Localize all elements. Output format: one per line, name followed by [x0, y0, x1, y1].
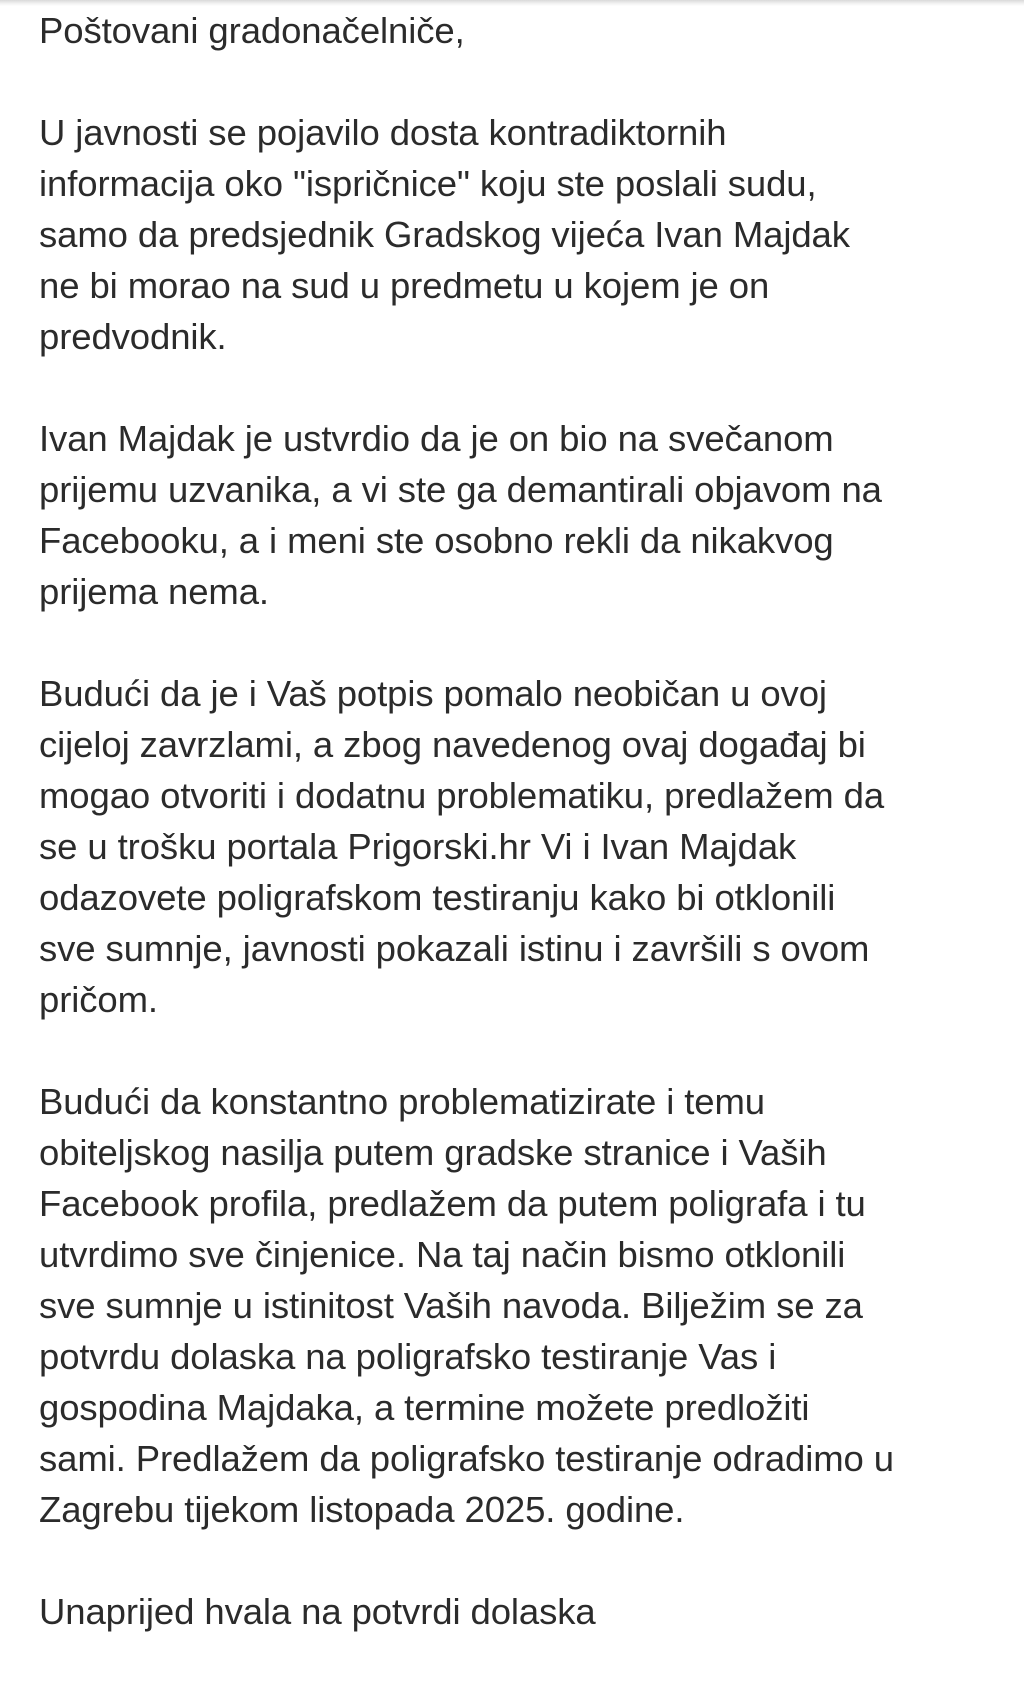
paragraph-3 — [39, 668, 1014, 1025]
text-line: informacija oko "ispričnice" koju ste poslali sudu, — [39, 163, 817, 204]
text-line: potvrdu dolaska na poligrafsko testiranje Vas i — [39, 1336, 777, 1377]
text-line: pričom. — [39, 979, 158, 1020]
greeting-paragraph — [39, 5, 1014, 56]
closing-paragraph — [39, 1586, 1014, 1637]
text-line: se u trošku portala Prigorski.hr Vi i Ivan Majdak — [39, 826, 797, 867]
text-line: mogao otvoriti i dodatnu problematiku, predlažem da — [39, 775, 885, 816]
text-line: sve sumnje u istinitost Vaših navoda. Bilježim se za — [39, 1285, 863, 1326]
text-line: Budući da je i Vaš potpis pomalo neobičan u ovoj — [39, 673, 827, 714]
text-line: predvodnik. — [39, 316, 227, 357]
text-line: sami. Predlažem da poligrafsko testiranje odradimo u — [39, 1438, 894, 1479]
text-line: gospodina Majdaka, a termine možete predložiti — [39, 1387, 810, 1428]
text-line: Facebook profila, predlažem da putem poligrafa i tu — [39, 1183, 866, 1224]
paragraph-4 — [39, 1076, 1014, 1535]
text-line: Facebooku, a i meni ste osobno rekli da nikakvog — [39, 520, 834, 561]
letter-body — [39, 5, 1014, 1637]
text-line: samo da predsjednik Gradskog vijeća Ivan Majdak — [39, 214, 850, 255]
text-line: prijemu uzvanika, a vi ste ga demantirali objavom na — [39, 469, 882, 510]
text-line: obiteljskog nasilja putem gradske stranice i Vaših — [39, 1132, 827, 1173]
paragraph-2 — [39, 413, 1014, 617]
greeting: Poštovani gradonačelniče, — [39, 10, 465, 51]
text-line: Zagrebu tijekom listopada 2025. godine. — [39, 1489, 685, 1530]
text-line: cijeloj zavrzlami, a zbog navedenog ovaj događaj bi — [39, 724, 866, 765]
text-line: ne bi morao na sud u predmetu u kojem je on — [39, 265, 770, 306]
closing-line: Unaprijed hvala na potvrdi dolaska — [39, 1591, 596, 1632]
text-line: odazovete poligrafskom testiranju kako bi otklonili — [39, 877, 836, 918]
text-line: Ivan Majdak je ustvrdio da je on bio na svečanom — [39, 418, 834, 459]
text-line: utvrdimo sve činjenice. Na taj način bismo otklonili — [39, 1234, 846, 1275]
text-line: Budući da konstantno problematizirate i temu — [39, 1081, 766, 1122]
text-line: U javnosti se pojavilo dosta kontradiktornih — [39, 112, 727, 153]
text-line: sve sumnje, javnosti pokazali istinu i završili s ovom — [39, 928, 870, 969]
text-line: prijema nema. — [39, 571, 269, 612]
paragraph-1 — [39, 107, 1014, 362]
